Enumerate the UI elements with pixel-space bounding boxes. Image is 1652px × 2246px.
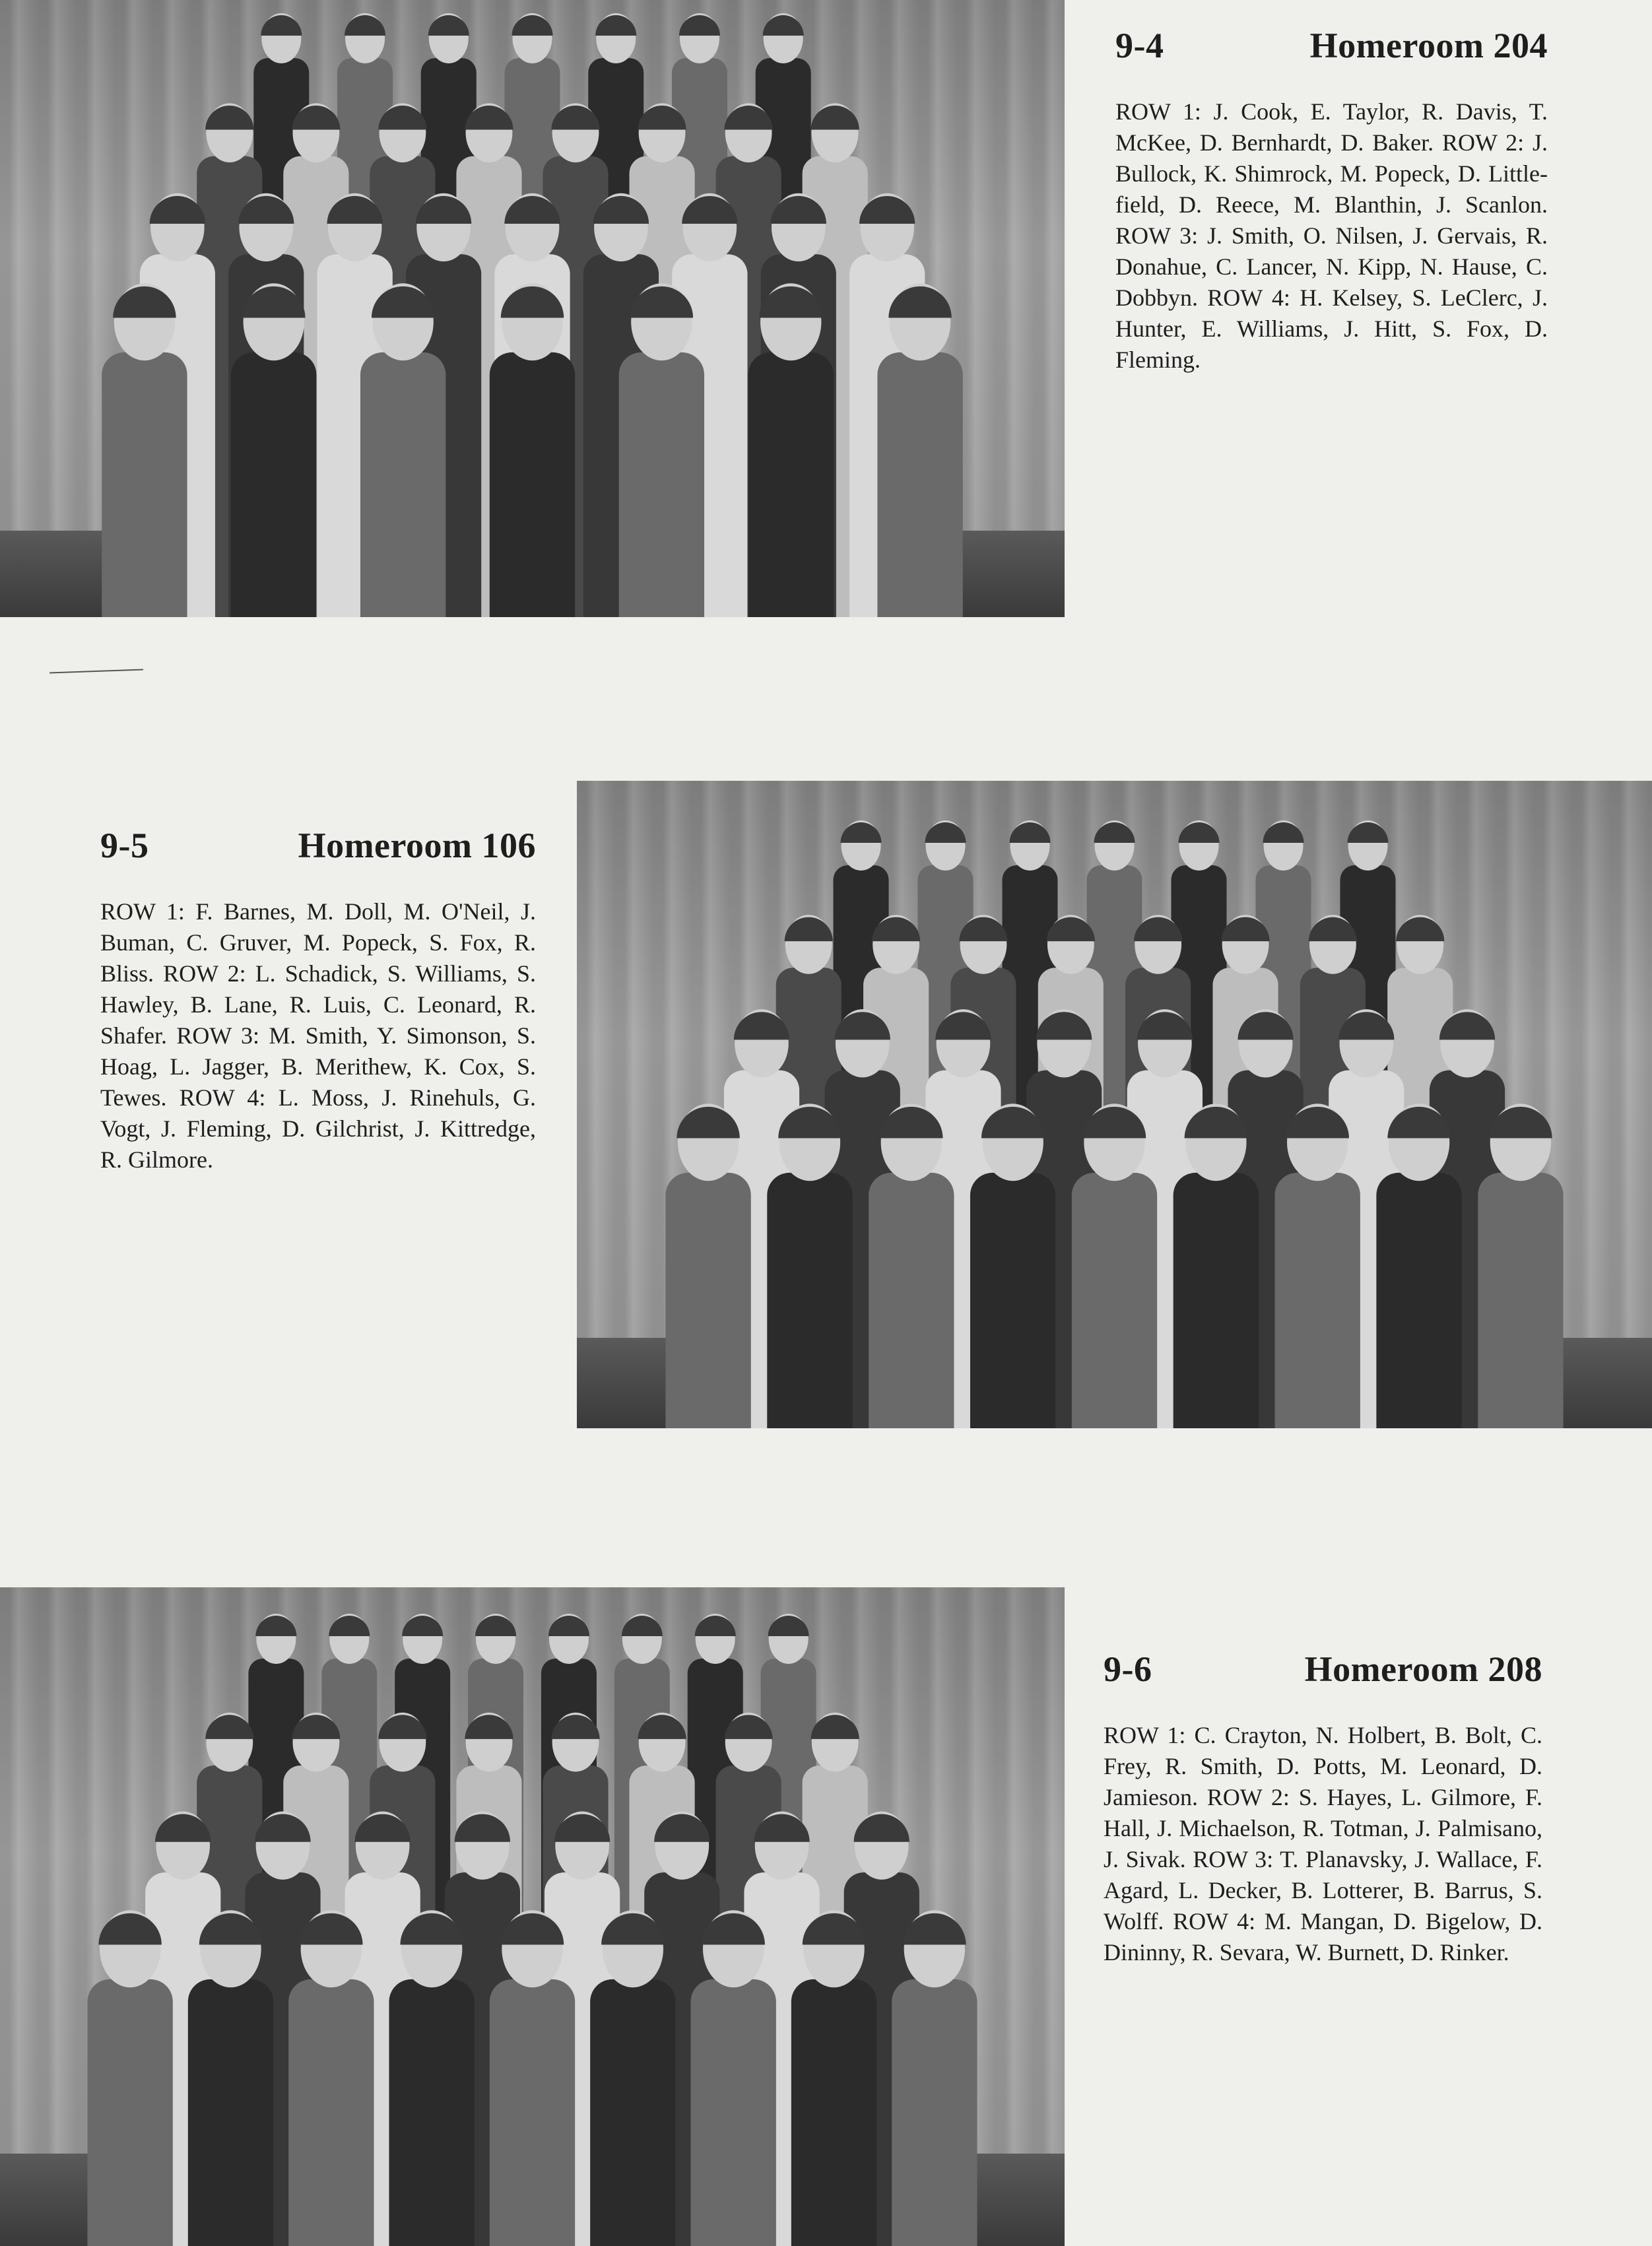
student-body (490, 1979, 575, 2246)
student-names: ROW 1: F. Barnes, M. Doll, M. O'Neil, J. Buman, C. Gruver, M. Popeck, S. Fox, R. Bliss. ROW 2: L. Schadick, S. Williams, S. Hawley, B. Lane, R. Luis, C. Leonard, R. Shafer. ROW 3: M. Smith, Y. Simonson, S. Hoag, L. Jagger, B. Merithew, K. Cox, S. Tewes. ROW 4: L. Moss, J. Rinehuls, G. Vogt, J. Fleming, D. Gilchrist, J. Kittredge, R. Gilmore. (100, 898, 536, 1173)
student-hair (785, 917, 833, 942)
class-photo-9-4 (0, 0, 1065, 617)
student-body (1478, 1173, 1563, 1428)
class-photo-9-6 (0, 1587, 1065, 2246)
student-body (1376, 1173, 1461, 1428)
student-body (619, 352, 704, 617)
student-hair (205, 106, 253, 130)
student-hair (548, 1616, 589, 1636)
student-hair (679, 15, 720, 36)
student-hair (255, 1616, 296, 1636)
class-label: 9-6 (1104, 1649, 1152, 1689)
student-body (288, 1979, 374, 2246)
student-hair (1347, 822, 1388, 843)
student-hair (763, 15, 804, 36)
students-silhouettes (0, 0, 1065, 617)
students-silhouettes (577, 781, 1652, 1428)
student-body (102, 352, 187, 617)
student-body (877, 352, 962, 617)
student-hair (428, 15, 469, 36)
homeroom-title: Homeroom 204 (1309, 26, 1548, 65)
student-hair (1010, 822, 1051, 843)
class-label: 9-4 (1115, 26, 1164, 65)
student-hair (329, 1616, 370, 1636)
student-body (767, 1173, 852, 1428)
student-body (1173, 1173, 1259, 1428)
student-names: ROW 1: C. Crayton, N. Holbert, B. Bolt, C. Frey, R. Smith, D. Potts, M. Leonard, D. Jamieson. ROW 2: S. Hayes, L. Gilmore, F. Hall, J. Michaelson, R. Totman, J. Palmisano, J. Sivak. ROW 3: T. Planavsky, J. Wallace, F. Agard, L. Decker, B. Lotterer, B. Barrus, S. Wolff. ROW 4: M. Mangan, D. Bigelow, D. Dininny, R. Sevara, W. Burnett, D. Rinker. (1104, 1722, 1542, 1965)
student-body (590, 1979, 675, 2246)
student-hair (841, 822, 882, 843)
student-body (690, 1979, 776, 2246)
section-header (100, 825, 536, 866)
student-hair (595, 15, 636, 36)
homeroom-title: Homeroom 106 (298, 826, 536, 865)
student-hair (512, 15, 553, 36)
student-hair (1396, 917, 1444, 942)
student-hair (695, 1616, 736, 1636)
section-header (1104, 1649, 1542, 1690)
student-hair (345, 15, 385, 36)
ink-mark (50, 669, 143, 674)
student-body (389, 1979, 474, 2246)
section-header (1115, 25, 1548, 66)
student-hair (622, 1616, 663, 1636)
student-names: ROW 1: J. Cook, E. Taylor, R. Davis, T. McKee, D. Bernhardt, D. Baker. ROW 2: J. Bullock, K. Shimrock, M. Popeck, D. Little-field, D. Reece, M. Blanthin, J. Scanlon. ROW 3: J. Smith, O. Nilsen, J. Gervais, R. Donahue, C. Lancer, N. Kipp, N. Hause, C. Dobbyn. ROW 4: H. Kelsey, S. LeClerc, J. Hunter, E. Williams, J. Hitt, S. Fox, D. Fleming. (1115, 98, 1548, 373)
caption-9-6 (1104, 1649, 1542, 1968)
student-body (188, 1979, 273, 2246)
students-silhouettes (0, 1587, 1065, 2246)
student-body (360, 352, 446, 617)
student-hair (261, 15, 302, 36)
student-body (892, 1979, 977, 2246)
student-hair (768, 1616, 809, 1636)
student-hair (1094, 822, 1135, 843)
student-body (87, 1979, 172, 2246)
student-hair (1263, 822, 1304, 843)
caption-9-5 (100, 825, 536, 1175)
homeroom-title: Homeroom 208 (1304, 1649, 1542, 1689)
student-body (748, 352, 834, 617)
student-hair (811, 1715, 859, 1739)
student-hair (925, 822, 966, 843)
student-hair (1178, 822, 1219, 843)
student-hair (402, 1616, 443, 1636)
student-body (869, 1173, 954, 1428)
student-body (791, 1979, 876, 2246)
student-body (665, 1173, 750, 1428)
caption-9-4 (1115, 25, 1548, 376)
class-photo-9-5 (577, 781, 1652, 1428)
student-body (970, 1173, 1055, 1428)
class-label: 9-5 (100, 826, 149, 865)
student-body (1275, 1173, 1360, 1428)
student-hair (811, 106, 859, 130)
student-hair (205, 1715, 253, 1739)
student-body (231, 352, 316, 617)
student-body (1072, 1173, 1157, 1428)
student-body (490, 352, 575, 617)
student-hair (475, 1616, 516, 1636)
